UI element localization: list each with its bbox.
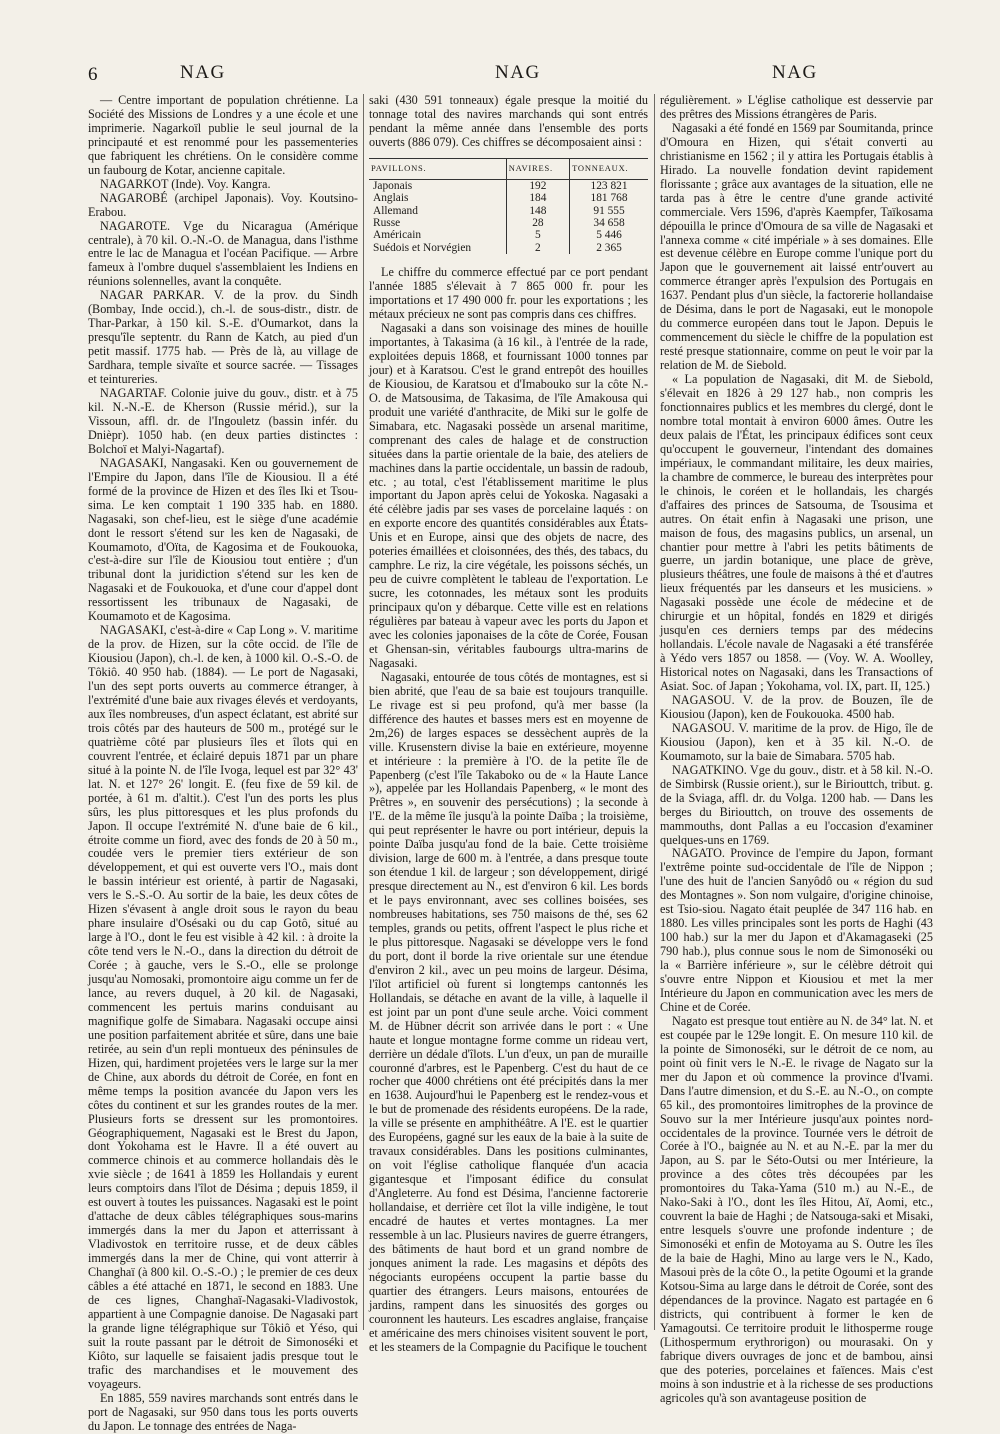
paragraph: « La population de Nagasaki, dit M. de Siebold, s'élevait en 1826 à 29 127 hab., non compris les fonctionnaires publics et les membres du clergé, dont le nombre total montait à environ 6000 âmes. Outre les deux palais de l'État, les principaux édifices sont ceux qu'occupent le gouverneur, l'intendant des domaines impériaux, le commandant militaire, les deux mairies, la chambre de commerce, le bureau des interprètes pour le chinois, le coréen et le hollandais, les chargés d'affaires des princes de Satsouma, de Tsousima et autres. On était enfin à Nagasaki une prison, une maison de fous, des magasins publics, un arsenal, un chantier pour mettre à l'abri les petits bâtiments de guerre, un jardin botanique, une place de grève, plusieurs théâtres, une foule de maisons à thé et d'autres lieux fréquentés par les danseurs et les musiciens. » Nagasaki possède une école de médecine et de chirurgie et un hôpital, fondés en 1829 et dirigés jusqu'en ces derniers temps par des médecins hollandais. L'école navale de Nagasaki a été transférée à Yédo vers 1857 ou 1858. — (Voy. W. A. Woolley, Historical notes on Nagasaki, dans les Transactions of Asiat. Soc. of Japan ; Yokohama, vol. IX, part. II, 125.) (660, 372, 933, 694)
table-row (369, 217, 648, 229)
paragraph: régulièrement. » L'église catholique est desservie par des prêtres des Missions étrangères de Paris. (660, 93, 933, 121)
paragraph: Le chiffre du commerce effectué par ce port pendant l'année 1885 s'élevait à 7 865 000 fr. pour les importations et 17 490 000 fr. pour les exportations ; les métaux précieux ne sont pas compris dans ces chiffres. (369, 265, 648, 322)
table-cell-ships: 2 (506, 242, 569, 254)
text-column-1 (88, 93, 358, 1433)
table-cell-flag: Japonais (373, 179, 413, 192)
table-header-row (369, 158, 648, 179)
table-cell-flag: Russe (373, 216, 401, 229)
paragraph: NAGASOU. V. maritime de la prov. de Higo, île de Kiousiou (Japon), ken et à 35 kil. N.-O. de Koumamoto, sur la baie de Simabara. 5705 hab. (660, 720, 933, 763)
paragraph: — Centre important de population chrétienne. La Société des Missions de Londres y a une école et une imprimerie. Nagarkoïl publie le seul journal de la principauté et est renommé pour les passementeries que fabriquent les chrétiens. On le considère comme un faubourg de Kotar, ancienne capitale. (88, 93, 358, 177)
paragraph: Nagasaki a dans son voisinage des mines de houille importantes, à Takasima (à 16 kil., à l'entrée de la rade, exploitées depuis 1868, et fournissant 1000 tonnes par jour) et à Karatsou. C'est le grand entrepôt des houilles de Kiousiou, de Karatsou et d'Imabouko sur la côte N.-O. de Matsousima, de Takasima, de l'île Amakousa qui produit une variété d'anthracite, de Miki sur le golfe de Simabara, etc. Nagasaki possède un arsenal maritime, comprenant des cales de halage et de construction situées dans la partie orientale de la baie, des ateliers de machines dans la partie occidentale, un bassin de radoub, etc. ; au total, c'est l'établissement maritime le plus important du Japon après celui de Yokoska. Nagasaki a été célèbre jadis par ses vases de porcelaine laqués : on en exporte encore des quantités considérables aux États-Unis et en Europe, ainsi que des objets de nacre, des poteries émaillées et cloisonnées, des thés, des tabacs, du camphre. Le riz, la cire végétale, les poissons séchés, un peu de cuivre complètent le tableau de l'exportation. Le sucre, les cotonnades, les métaux sont les produits principaux qu'on y débarque. Cette ville est en relations régulières par bateau à vapeur avec les ports du Japon et avec les colonies japonaises de la côte de Corée, Fousan et Ghensan-sin, véritables faubourgs ultra-marins de Nagasaki. (369, 321, 648, 670)
table-header-cell: TONNEAUX. (570, 158, 648, 179)
table-row (369, 192, 648, 204)
table-row (369, 229, 648, 241)
paragraph: Nagato est presque tout entière au N. de 34° lat. N. et est coupée par le 129e longit. E. On mesure 110 kil. de la pointe de Simonoséki, sur le détroit de ce nom, au point où finit vers le N.-E. le rivage de Nagato sur la mer du Japon et où commence la province d'Ivami. Dans l'autre dimension, et du S.-E. au N.-O., on compte 65 kil., des promontoires limitrophes de la province de Souvo sur la mer Intérieure jusqu'aux pointes nord-occidentales de la province. Tournée vers le détroit de Corée à l'O., baignée au N. et au N.-E. par la mer du Japon, au S. par le Séto-Outsi ou mer Intérieure, la province a des côtes très découpées par les promontoires du Taka-Yama (510 m.) au N.-E., de Nako-Saki à l'O., dont les îles Hitou, Aï, Aomi, etc., couvrent la baie de Haghi ; de Natsouga-saki et Misaki, entre lesquels s'ouvre une profonde indenture ; de Simonoséki et enfin de Motoyama au S. Outre les îles de la baie de Haghi, Mino au large vers le N., Kado, Masoui près de la côte O., la petite Ogoumi et la grande Kotsou-Sima au large dans le détroit de Corée, sont des dépendances de la province. Nagato est partagée en 6 districts, qui contribuent à former le ken de Yamagoutsi. Ce territoire produit le lithosperme rouge (Lithospermum erythrorigon) ou mourasaki. On y fabrique divers ouvrages de jonc et de bambou, ainsi que des poteries, porcelaines et faïences. Mais c'est moins à son industrie et à la richesse de ses productions agricoles qu'à son avantageuse position de (660, 1013, 933, 1405)
table-cell-flag: Allemand (373, 204, 418, 217)
running-head-right: NAG (772, 62, 818, 83)
ships-table (369, 158, 648, 254)
table-cell-ships: 5 (506, 229, 569, 241)
table-row (369, 205, 648, 217)
table-cell-ships: 184 (506, 192, 569, 204)
table-cell-tonnage: 91 555 (570, 205, 648, 217)
table-header-cell: NAVIRES. (506, 158, 569, 179)
paragraph: En 1885, 559 navires marchands sont entrés dans le port de Nagasaki, sur 950 dans tous les ports ouverts du Japon. Le tonnage des entrées de Naga- (88, 1390, 358, 1433)
table-header-cell: PAVILLONS. (369, 158, 506, 179)
paragraph: NAGAROTE. Vge du Nicaragua (Amérique centrale), à 70 kil. O.-N.-O. de Managua, dans l'isthme entre le lac de Managua et l'océan Pacifique. — Arbre fameux à l'ombre duquel s'assemblaient les Indiens en réunions solennelles, avant la conquête. (88, 218, 358, 289)
paragraph: Nagasaki, entourée de tous côtés de montagnes, est si bien abrité, que l'eau de sa baie est toujours tranquille. Le rivage est si peu profond, qu'à mer basse (la différence des hautes et basses mers est en moyenne de 2m,26) de larges espaces se dessèchent auprès de la ville. Krusenstern divise la baie en extérieure, moyenne et intérieure : la première à l'O. de la petite île de Papenberg (c'est l'île Takaboko ou de « la Haute Lance »), appelée par les Hollandais Papenberg, « le mont des Prêtres », en souvenir des persécutions) ; la seconde à l'E. de la même île jusqu'à la pointe Daïba ; la troisième, qui peut représenter le havre ou port intérieur, depuis la pointe Daïba jusqu'au fond de la baie. Cette troisième division, large de 600 m. à l'entrée, a dans presque toute son étendue 1 kil. de largeur ; son développement, dirigé presque directement au N., est d'environ 6 kil. Les bords et le pays environnant, avec ses collines boisées, ses nombreuses habitations, ses 750 maisons de thé, ses 62 temples, grands ou petits, offrent l'aspect le plus riche et le plus pittoresque. Nagasaki se développe vers le fond du port, dont il borde la rive orientale sur une étendue d'environ 2 kil., avec un peu moins de largeur. Désima, l'îlot artificiel où furent si longtemps cantonnés les Hollandais, se détache en avant de la ville, à laquelle il est joint par un pont d'une seule arche. Voici comment M. de Hübner décrit son arrivée dans le port : « Une haute et longue montagne forme comme un rideau vert, derrière un dédale d'îlots. L'un d'eux, un pan de muraille couronné d'arbres, est le Papenberg. C'est du haut de ce rocher que 4000 chrétiens ont été précipités dans la mer en 1638. Aujourd'hui le Papenberg est le rendez-vous et le but de promenade des résidents européens. De la rade, la ville se présente en amphithéâtre. A l'E. est le quartier des Européens, gagné sur les eaux de la baie à la suite de travaux considérables. Dans les positions culminantes, on voit l'église catholique flanquée d'un acacia gigantesque et l'imposant édifice du consulat d'Angleterre. Au fond est Désima, l'ancienne factorerie hollandaise, et derrière cet îlot la ville indigène, le tout encadré de hautes et vertes montagnes. La mer ressemble à un lac. Plusieurs navires de guerre étrangers, des bâtiments de haut bord et un grand nombre de jonques animent la rade. Les magasins et dépôts des négociants européens occupent la partie basse du quartier des étrangers. Leurs maisons, entourées de jardins, rampent dans les sinuosités des gorges ou couronnent les hauteurs. Les escadres anglaise, française et américaine des mers chinoises visitent souvent le port, et les steamers de la Compagnie du Pacifique le touchent (369, 669, 648, 1354)
table-cell-tonnage: 5 446 (570, 229, 648, 241)
table-row (369, 179, 648, 192)
paragraph: NAGAROBÉ (archipel Japonais). Voy. Koutsino-Erabou. (88, 190, 358, 219)
paragraph: NAGATKINO. Vge du gouv., distr. et à 58 kil. N.-O. de Simbirsk (Russie orient.), sur le Biriouttch, tribut. g. de la Sviaga, affl. dr. du Volga. 1200 hab. — Dans les berges du Biriouttch, on trouve des ossements de mammouths, dont Pallas a eu l'occasion d'examiner quelques-uns en 1769. (660, 762, 933, 847)
paragraph: saki (430 591 tonneaux) égale presque la moitié du tonnage total des navires marchands qui sont entrés pendant la même année dans l'ensemble des ports ouverts (886 079). Ces chiffres se décomposaient ainsi : (369, 93, 648, 149)
paragraph: NAGARKOT (Inde). Voy. Kangra. (100, 176, 271, 191)
paragraph: NAGATO. Province de l'empire du Japon, formant l'extrême pointe sud-occidentale de l'île de Nippon ; l'une des huit de l'ancien Sanyôdô ou « région du sud des Montagnes ». Son nom vulgaire, d'origine chinoise, est Tsio-siou. Nagato était peuplée de 347 116 hab. en 1880. Les villes principales sont les ports de Haghi (43 100 hab.) sur la mer du Japon et d'Akamagaseki (25 790 hab.), plus connue sous le nom de Simonoséki ou la « Barrière inférieure », sur le célèbre détroit qui s'ouvre entre Nippon et Kiousiou et met la mer Intérieure du Japon en communication avec les mers de Chine et de Corée. (660, 846, 933, 1014)
table-cell-tonnage: 181 768 (570, 192, 648, 204)
running-head-left: NAG (180, 62, 226, 83)
page-number: 6 (88, 64, 98, 85)
table-cell-flag: Américain (373, 229, 422, 242)
text-column-2 (369, 93, 648, 1354)
table-cell-flag: Anglais (373, 192, 409, 205)
paragraph: NAGAR PARKAR. V. de la prov. du Sindh (Bombay, Inde occid.), ch.-l. de sous-distr., distr. de Thar-Parkar, à 150 kil. S.-E. d'Oumarkot, dans la presqu'île septentr. du Rann de Katch, au pied d'un petit massif. 1775 hab. — Près de là, au village de Sardhara, temple sivaïte et source sacrée. — Tissages et teintureries. (88, 288, 358, 387)
column-rule-2 (654, 94, 655, 1330)
table-cell-ships: 148 (506, 205, 569, 217)
table-cell-ships: 192 (506, 179, 569, 192)
paragraph: NAGARTAF. Colonie juive du gouv., distr. et à 75 kil. N.-N.-E. de Kherson (Russie mérid.), sur la Vissoun, affl. dr. de l'Ingouletz (bassin infér. du Dnièpr). 1050 hab. (en deux parties distinctes : Bolchoï et Malyi-Nagartaf). (88, 386, 358, 456)
table-cell-flag: Suédois et Norvégien (373, 241, 472, 254)
table-cell-ships: 28 (506, 217, 569, 229)
paragraph: NAGASOU. V. de la prov. de Bouzen, île de Kiousiou (Japon), ken de Foukouoka. 4500 hab. (660, 692, 933, 721)
table-cell-tonnage: 34 658 (570, 217, 648, 229)
table-cell-tonnage: 123 821 (570, 179, 648, 192)
running-head-center: NAG (495, 62, 541, 83)
paragraph: Nagasaki a été fondé en 1569 par Soumitanda, prince d'Omoura en Hizen, qui s'était converti au christianisme en 1562 ; il y attira les Portugais établis à Hirado. La nouvelle fondation devint rapidement florissante ; grâce aux avantages de la situation, elle ne tarda pas à être le centre d'une grande activité commerciale. Vers 1596, d'après Kaempfer, Taïkosama dépouilla le prince d'Omoura de sa ville de Nagasaki et l'annexa comme « cité impériale » à ses domaines. Elle est devenue célèbre en Europe comme l'unique port du Japon que le gouvernement ait laissé entr'ouvert au commerce étranger après l'expulsion des Portugais en 1637. Pendant plus d'un siècle, la factorerie hollandaise de Désima, dans le port de Nagasaki, eut le monopole du commerce européen dans tout le Japon. Depuis le commencement du siècle le chiffre de la population est resté presque stationnaire, comme on peut le voir par la relation de M. de Siebold. (660, 120, 933, 373)
paragraph: NAGASAKI, c'est-à-dire « Cap Long ». V. maritime de la prov. de Hizen, sur la côte occid. de l'île de Kiousiou (Japon), ch.-l. de ken, à 1000 kil. O.-S.-O. de Tôkiô. 40 950 hab. (1884). — Le port de Nagasaki, l'un des sept ports ouverts au commerce étranger, à l'extrémité d'une baie aux rivages élevés et verdoyants, aux îles nombreuses, d'un aspect éclatant, est abrité sur trois côtés par des hauteurs de 500 m., protégé sur le quatrième côté par plusieurs îles et îlots qui en couvrent l'entrée, et éclairé depuis 1871 par un phare situé à la pointe N. de l'île Ivoga, lequel est par 32° 43' lat. N. et 127° 26' longit. E. (feu fixe de 59 kil. de portée, à 61 m. d'altit.). C'est l'un des ports les plus sûrs, les plus pittoresques et les plus profonds du Japon. Il occupe l'extrémité N. d'une baie de 6 kil., étroite comme un fiord, avec des fonds de 20 à 50 m., coudée vers le premier tiers extérieur de son développement, et qui est ouverte vers l'O., mais dont le bassin intérieur est orienté, à partir de Nagasaki, vers le S.-S.-O. Au sortir de la baie, les deux côtes de Hizen s'évasent à angle droit sous le rayon du beau phare insulaire d'Osésaki ou du cap Gotô, situé au large à l'O., dont le feu est visible à 42 kil. : à droite la côte tend vers le N.-O., dans la direction du détroit de Corée ; à gauche, vers le S.-O., elle se prolonge jusqu'au Nomosaki, promontoire aigu comme un fer de lance, au revers duquel, à 20 kil. de Nagasaki, commencent les pertuis marins conduisant au magnifique golfe de Simabara. Nagasaki occupe ainsi une position parfaitement abritée et sûre, dans une baie retirée, au sein d'un repli montueux des péninsules de Hizen, qui, hardiment projetées vers le large sur la mer de Chine, aux abords du détroit de Corée, en font en même temps la position avancée du Japon vers les côtes du continent et sur les grandes routes de la mer. Plusieurs forts se dressent sur les promontoires. Géographiquement, Nagasaki est le Brest du Japon, dont Yokohama est le Havre. Il a été ouvert au commerce chinois et au commerce hollandais dès le xvie siècle ; de 1641 à 1859 les Hollandais y eurent leurs comptoirs dans l'îlot de Désima ; depuis 1859, il est ouvert à toutes les puissances. Nagasaki est le point d'attache de deux câbles télégraphiques sous-marins immergés dans la mer du Japon et atterrissant à Vladivostok en territoire russe, et de deux câbles immergés dans la mer de Chine, qui vont atterrir à Changhaï (à 800 kil. O.-S.-O.) ; le premier de ces deux câbles a été attaché en 1871, le second en 1883. Une de ces lignes, Changhaï-Nagasaki-Vladivostok, appartient à une Compagnie danoise. De Nagasaki part la grande ligne télégraphique sur Tôkiô et Yéso, qui suit la route passant par le détroit de Simonoséki et Kiôto, sur laquelle se faisaient jadis presque tout le trafic des marchandises et le mouvement des voyageurs. (88, 623, 358, 1391)
table-cell-tonnage: 2 365 (570, 242, 648, 254)
column-rule-1 (363, 94, 364, 1330)
text-column-3 (660, 93, 933, 1405)
paragraph: NAGASAKI, Nangasaki. Ken ou gouvernement de l'Empire du Japon, dans l'île de Kiousiou. Il a été formé de la province de Hizen et des îles Iki et Tsou-sima. Le ken comptait 1 190 335 hab. en 1880. Nagasaki, son chef-lieu, est le siège d'une académie dont le ressort s'étend sur les ken de Nagasaki, de Koumamoto, d'Oïta, de Kagosima et de Foukouoka, c'est-à-dire sur l'île de Kiousiou tout entière ; d'un tribunal dont la juridiction s'étend sur les ken de Nagasaki et de Foukouoka, et d'une cour d'appel dont ressortissent les tribunaux de Nagasaki, de Koumamoto et de Kagosima. (88, 455, 358, 624)
table-row (369, 242, 648, 254)
